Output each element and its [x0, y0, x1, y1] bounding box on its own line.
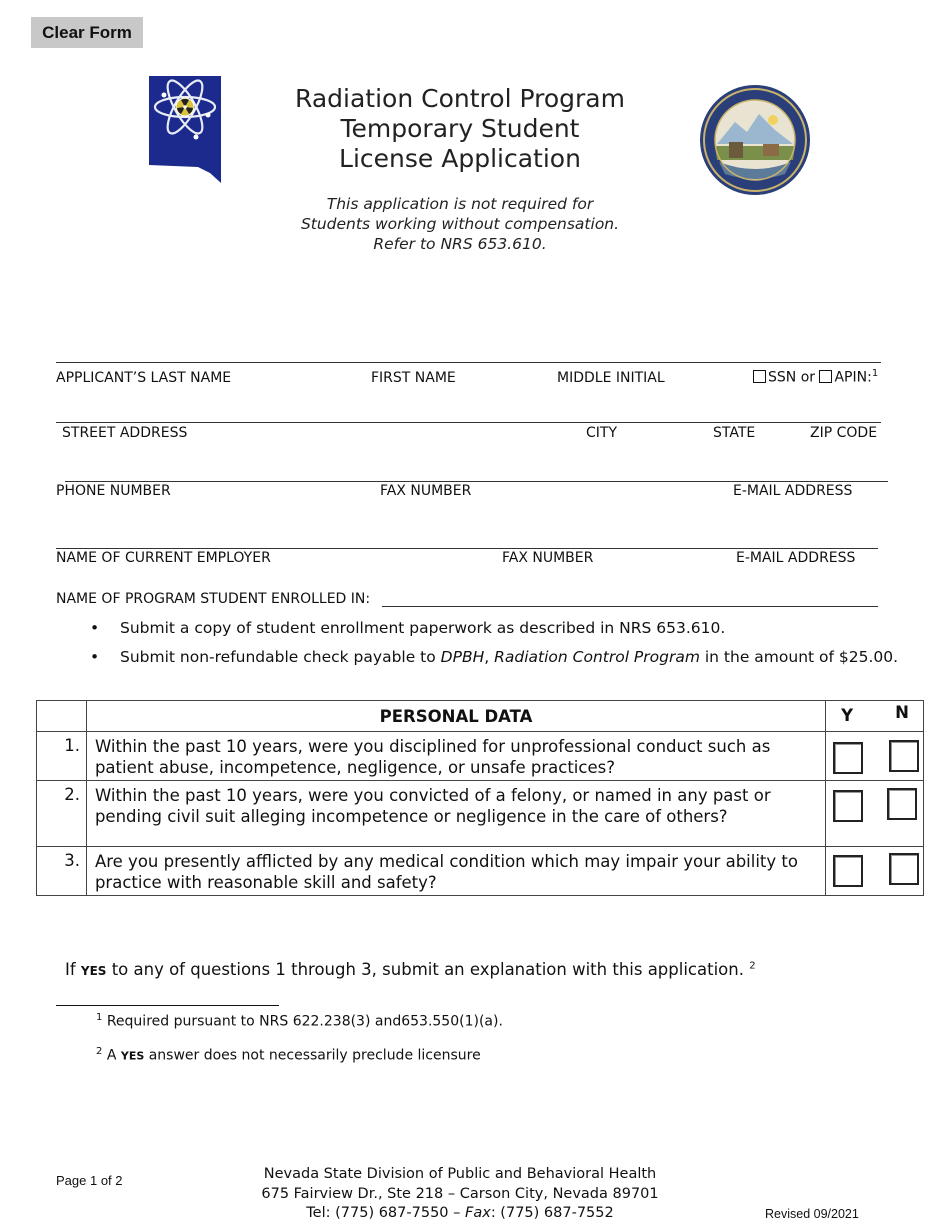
ssn-checkbox[interactable] [753, 370, 766, 383]
employer-fax-label: FAX NUMBER [502, 550, 594, 566]
yes-explanation-note: If YES to any of questions 1 through 3, submit an explanation with this application. $^2$ [65, 960, 756, 979]
question-number: 2. [37, 781, 87, 847]
question-number: 1. [37, 732, 87, 781]
agency-address: Nevada State Division of Public and Behavioral Health 675 Fairview Dr., Ste 218 – Carson City, Nevada 89701 Tel: (775) 687-7550 – Fax: (775) 687-7552 [261, 1166, 659, 1221]
address-line[interactable] [56, 422, 881, 423]
apin-checkbox[interactable] [819, 370, 832, 383]
email-label: E-MAIL ADDRESS [733, 483, 853, 499]
zip-code-label: ZIP CODE [810, 425, 878, 441]
question-text: Within the past 10 years, were you convicted of a felony, or named in any past or pending civil suit alleging incompetence or negligence in the care of others? [86, 781, 825, 847]
instructions-list [90, 619, 930, 677]
q1-no-checkbox[interactable] [889, 740, 919, 772]
form-subtitle: This application is not required for Students working without compensation. Refer to NRS 653.610. [300, 195, 620, 253]
page-number: Page 1 of 2 [56, 1173, 123, 1188]
question-text: Within the past 10 years, were you disciplined for unprofessional conduct such as patient abuse, incompetence, negligence, or unsafe practices? [86, 732, 825, 781]
city-label: CITY [586, 425, 618, 441]
program-line[interactable] [382, 606, 878, 607]
list-item: • Submit non-refundable check payable to DPBH, Radiation Control Program in the amount of $25.00. [90, 648, 899, 666]
contact-line[interactable] [65, 481, 888, 482]
id-type-group [753, 368, 878, 386]
apin-label: APIN: [834, 369, 872, 386]
revision-date: Revised 09/2021 [765, 1207, 859, 1221]
list-item: • Submit a copy of student enrollment paperwork as described in NRS 653.610. [90, 619, 726, 637]
nevada-state-seal [699, 84, 811, 196]
q3-yes-checkbox[interactable] [833, 855, 863, 887]
first-name-label: FIRST NAME [371, 370, 456, 386]
question-number: 3. [37, 847, 87, 896]
footnote-separator [56, 1005, 279, 1006]
question-text: Are you presently afflicted by any medical condition which may impair your ability to practice with reasonable skill and safety? [86, 847, 825, 896]
form-title: Radiation Control Program Temporary Student License Application [295, 84, 625, 173]
personal-data-table [36, 700, 924, 896]
yes-no-header [826, 701, 924, 732]
clear-form-button[interactable]: Clear Form [31, 17, 143, 48]
employer-email-label: E-MAIL ADDRESS [736, 550, 856, 566]
no-header: N [895, 703, 909, 722]
bullet-icon: • [90, 648, 100, 666]
street-address-label: STREET ADDRESS [62, 425, 188, 441]
q1-yes-checkbox[interactable] [833, 742, 863, 774]
table-header-blank [37, 701, 87, 732]
program-label: NAME OF PROGRAM STUDENT ENROLLED IN: [56, 591, 371, 607]
nevada-radiation-logo [148, 75, 223, 187]
state-label: STATE [713, 425, 756, 441]
apin-footnote-ref: 1 [871, 368, 879, 379]
table-row [37, 732, 924, 781]
yes-no-cell [826, 732, 924, 781]
employer-line[interactable] [56, 548, 878, 549]
name-line[interactable] [56, 362, 881, 363]
q3-no-checkbox[interactable] [889, 853, 919, 885]
table-row [37, 847, 924, 896]
fax-label: FAX NUMBER [380, 483, 472, 499]
middle-initial-label: MIDDLE INITIAL [557, 370, 665, 386]
q2-yes-checkbox[interactable] [833, 790, 863, 822]
yes-no-cell [826, 781, 924, 847]
footnote-2: $^2$ A YES answer does not necessarily preclude licensure [96, 1046, 481, 1064]
footnote-1: $^1$ Required pursuant to NRS 622.238(3) and653.550(1)(a). [96, 1012, 503, 1030]
yes-no-cell [826, 847, 924, 896]
employer-label: NAME OF CURRENT EMPLOYER [56, 550, 271, 566]
ssn-label: SSN or [768, 369, 816, 386]
phone-label: PHONE NUMBER [56, 483, 171, 499]
q2-no-checkbox[interactable] [887, 788, 917, 820]
last-name-label: APPLICANT’S LAST NAME [56, 370, 232, 386]
table-row [37, 781, 924, 847]
personal-data-header: PERSONAL DATA [86, 701, 825, 732]
bullet-icon: • [90, 619, 100, 637]
yes-header: Y [841, 706, 854, 725]
